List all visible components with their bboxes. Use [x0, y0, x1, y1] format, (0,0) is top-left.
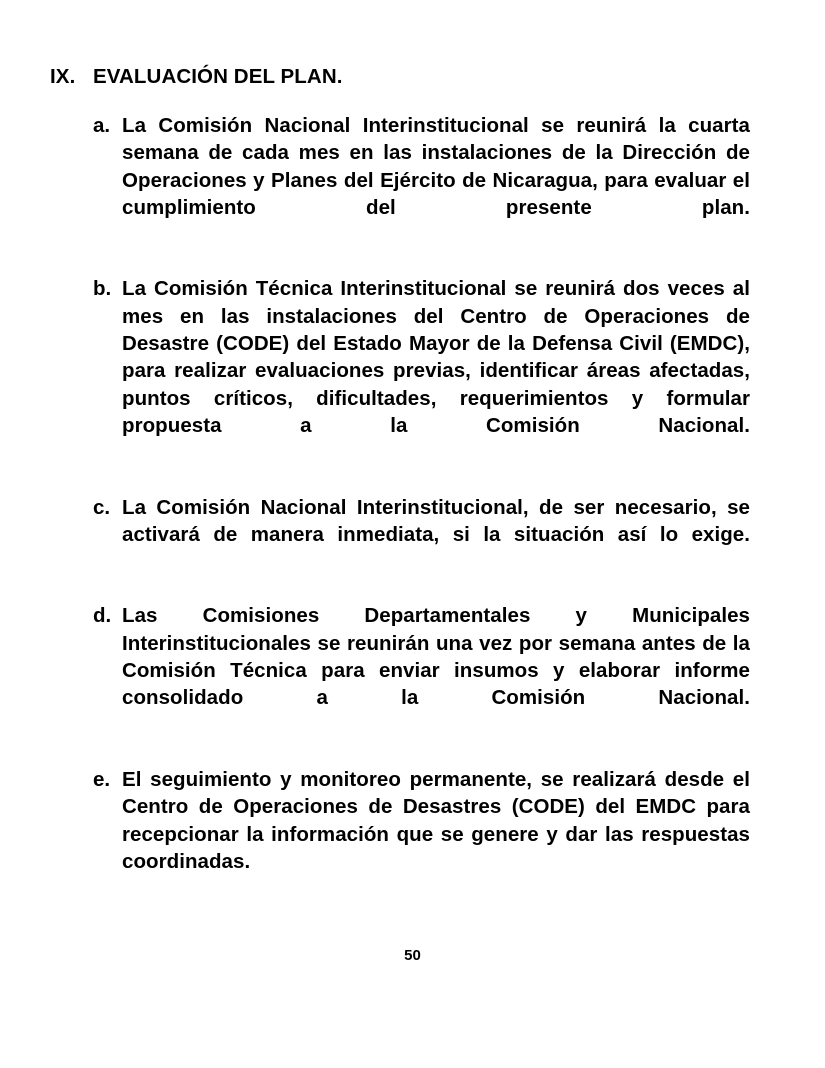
- evaluation-items-list: [93, 112, 750, 902]
- list-item-marker: e.: [93, 767, 111, 791]
- list-item-marker: a.: [93, 114, 111, 137]
- page-title: EVALUACIÓN DEL PLAN.: [93, 65, 343, 88]
- list-item: [93, 494, 750, 576]
- list-item-text: El seguimiento y monitoreo permanente, se realizará desde el Centro de Operaciones de Desastres (CODE) del EMDC para recepcionar la información que se genere y dar las respuestas coordinadas.: [122, 767, 750, 873]
- list-item: [93, 112, 750, 248]
- section-heading: [50, 63, 750, 90]
- page-number: 50: [404, 947, 421, 964]
- list-item: [93, 766, 750, 902]
- list-item-text: La Comisión Nacional Interinstitucional se reunirá la cuarta semana de cada mes en las instalaciones de la Dirección de Operaciones y Planes del Ejército de Nicaragua, para evaluar el cumplimiento del presente plan.: [122, 114, 750, 219]
- list-item-text: Las Comisiones Departamentales y Municipales Interinstitucionales se reunirán una vez por semana antes de la Comisión Técnica para enviar insumos y elaborar informe consolidado a la Comisión Nacional.: [122, 604, 750, 710]
- list-item-text: La Comisión Técnica Interinstitucional se reunirá dos veces al mes en las instalaciones del Centro de Operaciones de Desastre (CODE) del Estado Mayor de la Defensa Civil (EMDC), para realizar evaluaciones previas, identificar áreas afectadas, puntos críticos, dificultades, requerimientos y formular propuesta a la Comisión Nacional.: [122, 277, 750, 437]
- list-item-marker: c.: [93, 495, 111, 519]
- list-item: [93, 602, 750, 738]
- list-item-marker: b.: [93, 277, 112, 301]
- list-item-text: La Comisión Nacional Interinstitucional, de ser necesario, se activará de manera inmediata, si la situación así lo exige.: [122, 495, 750, 546]
- list-item: [93, 275, 750, 466]
- list-item-marker: d.: [93, 604, 112, 628]
- section-numeral: IX.: [50, 65, 76, 88]
